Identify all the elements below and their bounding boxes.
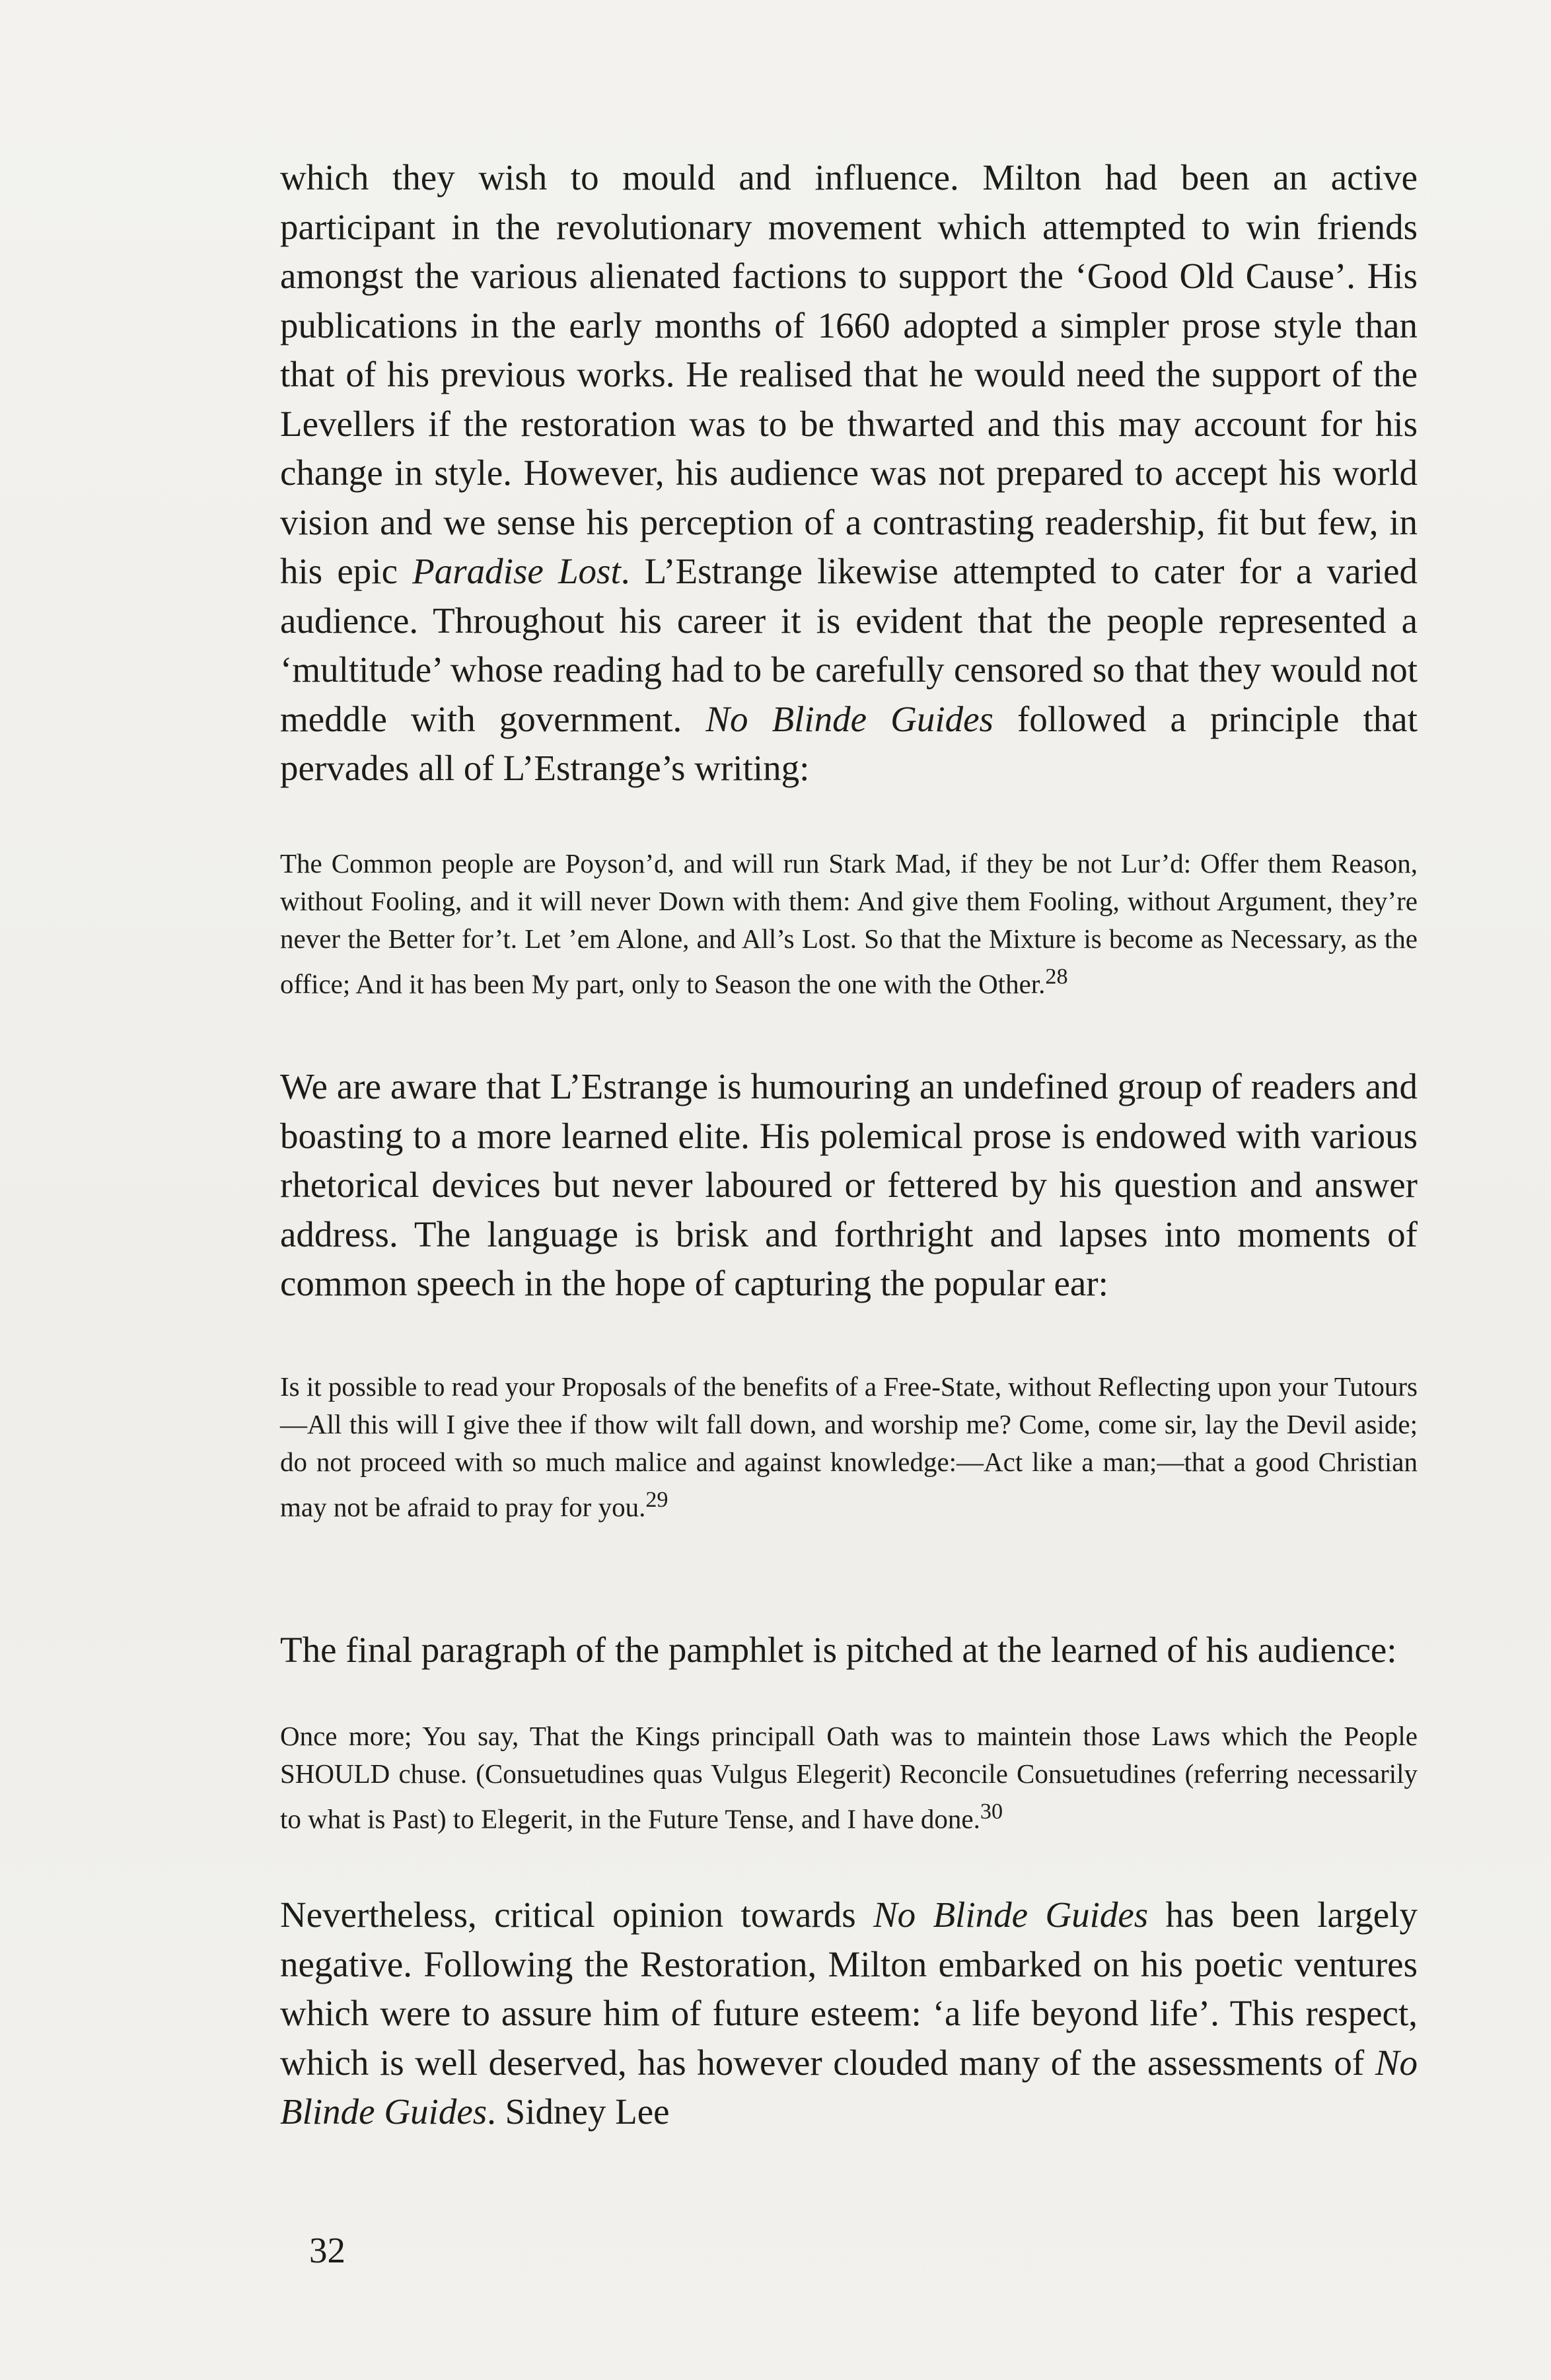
- small-caps-word: SHOULD: [280, 1758, 390, 1789]
- paragraph-lestrange-humouring: [280, 1062, 1418, 1309]
- paragraph-final-pamphlet: [280, 1626, 1418, 1675]
- paragraph-text: We are aware that L’Estrange is humouring an undefined group of readers and boasting to a more learned elite. His polemical prose is endowed with various rhetorical devices but never laboured or fettered by his question and answer address. The language is brisk and forthright and lapses into moments of common speech in the hope of capturing the popular ear:: [280, 1066, 1418, 1303]
- italic-title-paradise-lost: Paradise Lost: [412, 551, 621, 591]
- paragraph-text: which they wish to mould and influence. Milton had been an active participant in the revolutionary movement which attempted to win friends amongst the various alienated factions to support the ‘Good Old Cause’. His publications in the early months of 1660 adopted a simpler prose style than that of his previous works. He realised that he would need the support of the Levellers if the restoration was to be thwarted and this may account for his change in style. However, his audience was not prepared to accept his world vision and we sense his perception of a contrasting readership, fit but few, in his epic: [280, 157, 1418, 591]
- quote-text: The Common people are Poyson’d, and will run Stark Mad, if they be not Lur’d: Offer them Reason, without Fooling, and it will never Down with them: And give them Fooling, without Argument, they’re never the Better for’t. Let ’em Alone, and All’s Lost. So that the Mixture is become as Necessary, as the office; And it has been My part, only to Season the one with the Other.: [280, 848, 1418, 999]
- italic-title-no-blinde-guides: No Blinde Guides: [873, 1894, 1149, 1935]
- paragraph-milton-audience: [280, 153, 1418, 793]
- paragraph-critical-opinion: [280, 1891, 1418, 2137]
- block-quote-proposals: [280, 1368, 1418, 1527]
- page-number: 32: [309, 2230, 345, 2270]
- italic-title-no-blinde-guides: No Blinde Guides: [705, 698, 993, 739]
- paragraph-text: has been largely negative. Following the Restoration, Milton embarked on his poetic ventures which were to assure him of future esteem: ‘a life beyond life’. This respect, which is well deserved, has however clouded many of the assessments of: [280, 1894, 1418, 2083]
- paragraph-text: . L’Estrange likewise attempted to cater for a varied audience. Throughout his career it is evident that the people represented a ‘multitude’ whose reading had to be carefully censored so that they would not meddle with government.: [280, 551, 1418, 739]
- block-quote-common-people: [280, 845, 1418, 1003]
- footnote-marker: 29: [645, 1488, 668, 1512]
- italic-title-no-blinde-guides: No Blinde Guides: [280, 2042, 1418, 2132]
- quote-text: Is it possible to read your Proposals of the benefits of a Free-State, without Reflecting upon your Tutours—All this will I give thee if thow wilt fall down, and worship me? Come, come sir, lay the Devil aside; do not proceed with so much malice and against knowledge:—Act like a man;—that a good Christian may not be afraid to pray for you.: [280, 1371, 1418, 1523]
- paragraph-text: Nevertheless, critical opinion towards: [280, 1894, 873, 1935]
- paragraph-text: followed a principle that pervades all of L’Estrange’s writing:: [280, 698, 1418, 788]
- footnote-marker: 28: [1045, 964, 1068, 989]
- footnote-marker: 30: [980, 1799, 1003, 1824]
- paragraph-text: . Sidney Lee: [487, 2091, 670, 2132]
- block-quote-kings-oath: [280, 1717, 1418, 1838]
- quote-text: chuse. (Consuetudines quas Vulgus Elegerit) Reconcile Consuetudines (referring necessarily to what is Past) to Elegerit, in the Future Tense, and I have done.: [280, 1758, 1418, 1834]
- quote-text: Once more; You say, That the Kings principall Oath was to maintein those Laws which the People: [280, 1721, 1418, 1751]
- paragraph-text: The final paragraph of the pamphlet is pitched at the learned of his audience:: [280, 1630, 1397, 1670]
